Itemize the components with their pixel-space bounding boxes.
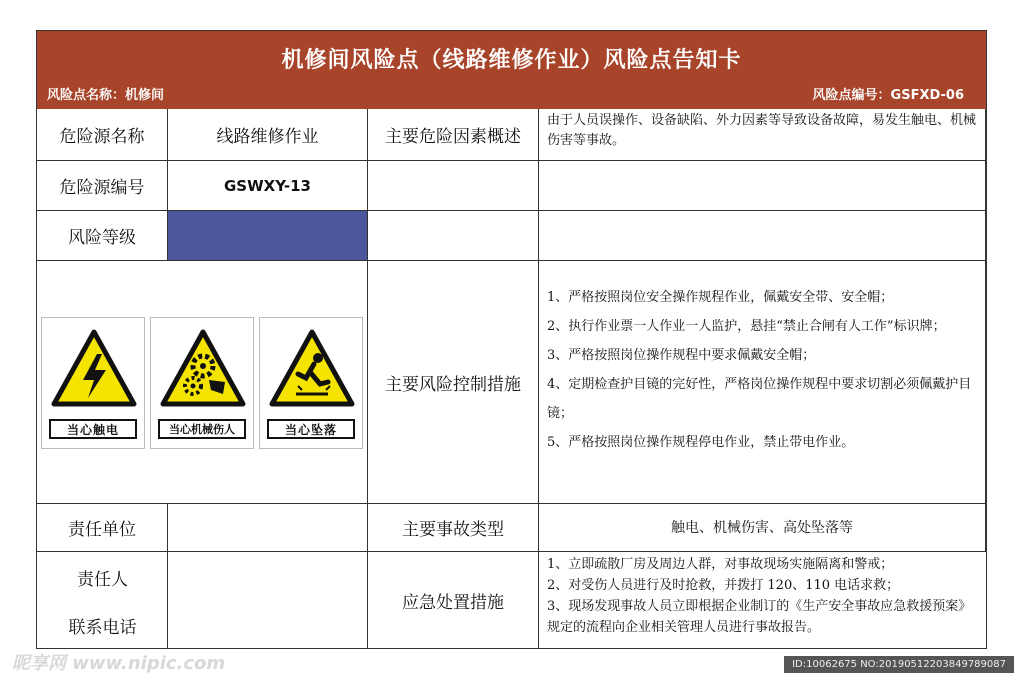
list-item: 1、严格按照岗位安全操作规程作业，佩戴安全带、安全帽； (547, 290, 894, 305)
responsible-person-label: 责任人 (77, 569, 128, 590)
responsible-person-value (168, 552, 368, 648)
risk-level-label: 风险等级 (37, 211, 168, 261)
factor-summary-value: 由于人员误操作、设备缺陷、外力因素等导致设备故障，易发生触电、机械伤害等事故。 (539, 109, 986, 161)
warning-sign (150, 317, 254, 449)
control-measures-list (539, 261, 986, 504)
image-id-bar: ID:10062675 NO:20190512203849789087 (784, 656, 1014, 673)
empty-cell (539, 211, 986, 261)
emergency-measures-label: 应急处置措施 (368, 552, 539, 648)
list-item: 3、严格按照岗位操作规程中要求佩戴安全帽； (547, 348, 816, 363)
watermark: 昵享网 www.nipic.com (12, 653, 226, 674)
card-header (37, 31, 986, 109)
sign-caption: 当心坠落 (267, 419, 355, 439)
warning-sign (41, 317, 145, 449)
accident-type-value: 触电、机械伤害、高处坠落等 (539, 504, 986, 552)
list-item: 4、定期检查护目镜的完好性，严格岗位操作规程中要求切割必须佩戴护目镜； (547, 377, 972, 421)
falling-icon (268, 328, 356, 412)
risk-level-color-swatch (168, 211, 368, 261)
hazard-code-value: GSWXY-13 (168, 161, 368, 211)
accident-type-label: 主要事故类型 (368, 504, 539, 552)
emergency-measures-list (539, 552, 986, 648)
responsible-person-cell (37, 552, 168, 648)
list-item: 2、对受伤人员进行及时抢救，并拨打 120、110 电话求救； (547, 578, 900, 593)
warning-sign (259, 317, 363, 449)
hazard-name-value: 线路维修作业 (168, 109, 368, 161)
contact-phone-label: 联系电话 (68, 617, 137, 638)
list-item: 5、严格按照岗位操作规程停电作业，禁止带电作业。 (547, 435, 855, 450)
sign-caption: 当心触电 (49, 419, 137, 439)
electric-shock-icon (50, 328, 138, 412)
risk-point-name: 风险点名称：机修间 (47, 88, 165, 103)
warning-signs-cell (37, 261, 368, 504)
risk-notice-card (36, 30, 987, 649)
empty-cell (368, 161, 539, 211)
hazard-name-label: 危险源名称 (37, 109, 168, 161)
sign-caption: 当心机械伤人 (158, 419, 246, 439)
responsible-unit-value (168, 504, 368, 552)
list-item: 3、现场发现事故人员立即根据企业制订的《生产安全事故应急救援预案》规定的流程向企业相关管理人员进行事故报告。 (547, 599, 972, 635)
empty-cell (368, 211, 539, 261)
list-item: 1、立即疏散厂房及周边人群，对事故现场实施隔离和警戒； (547, 557, 894, 572)
mechanical-injury-icon (159, 328, 247, 412)
list-item: 2、执行作业票一人作业一人监护，悬挂“禁止合闸有人工作”标识牌； (547, 319, 946, 334)
responsible-unit-label: 责任单位 (37, 504, 168, 552)
empty-cell (539, 161, 986, 211)
factor-summary-label: 主要危险因素概述 (368, 109, 539, 161)
risk-point-code: 风险点编号：GSFXD-06 (812, 88, 964, 103)
card-title: 机修间风险点（线路维修作业）风险点告知卡 (281, 48, 742, 73)
hazard-code-label: 危险源编号 (37, 161, 168, 211)
control-measures-label: 主要风险控制措施 (368, 261, 539, 504)
